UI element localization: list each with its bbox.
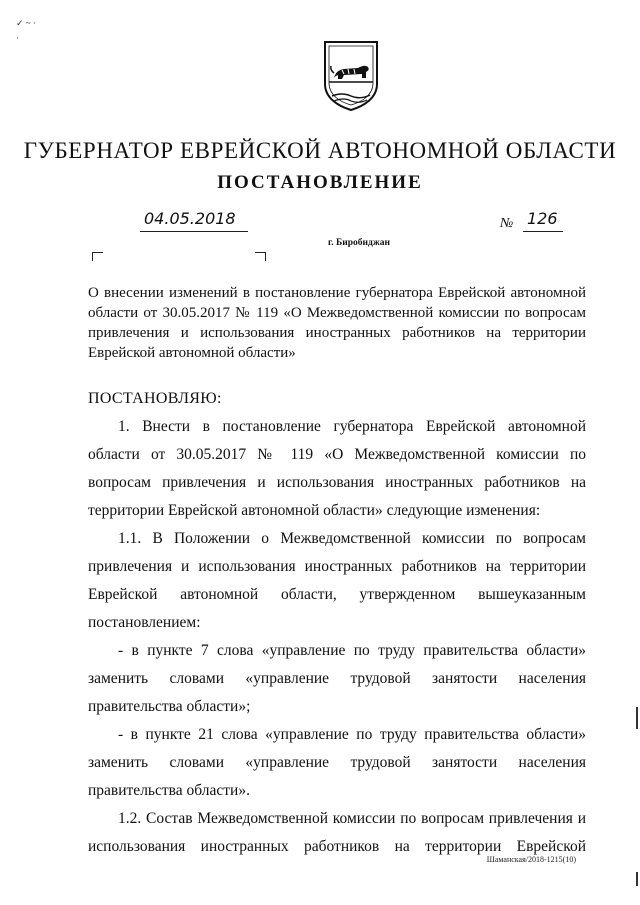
resolve-heading: ПОСТАНОВЛЯЮ: xyxy=(88,390,222,407)
governor-title: ГУБЕРНАТОР ЕВРЕЙСКОЙ АВТОНОМНОЙ ОБЛАСТИ xyxy=(23,138,617,163)
number-prefix: № xyxy=(500,216,514,231)
number-value: 126 xyxy=(527,209,558,228)
scan-artifact-mark: ✓ ~ · xyxy=(16,18,36,28)
paragraph-item-7: - в пункте 7 слова «управление по труду правительства области» заменить словами «управление трудовой занятости населения правительства области»; xyxy=(88,642,586,715)
tiger-icon xyxy=(331,66,369,79)
number-field xyxy=(523,211,563,232)
subject-bracket-right xyxy=(255,252,266,261)
paragraph-1-1: 1.1. В Положении о Межведомственной комиссии по вопросам привлечения и использования иностранных работников на территории Еврейской автономной области, утвержденном вышеуказанным постановлением: xyxy=(88,530,586,631)
paragraph-1: 1. Внести в постановление губернатора Еврейской автономной области от 30.05.2017 № 119 «О Межведомственной комиссии по вопросам привлечения и использования иностранных работников на территории Еврейской автономной области» следующие изменения: xyxy=(88,418,586,519)
city-label: г. Биробиджан xyxy=(328,238,390,248)
scan-margin-mark xyxy=(636,872,638,886)
paragraph-item-21: - в пункте 21 слова «управление по труду правительства области» заменить словами «управление трудовой занятости населения правительства области». xyxy=(88,726,586,799)
scan-artifact-dot: · xyxy=(16,33,19,43)
scan-margin-mark xyxy=(636,707,638,729)
document-subject: О внесении изменений в постановление губернатора Еврейской автономной области от 30.05.2017 № 119 «О Межведомственной комиссии по вопросам привлечения и использования иностранных работников на территории Еврейской автономной области» xyxy=(88,285,586,361)
coat-of-arms-emblem xyxy=(322,40,380,112)
date-field xyxy=(140,211,248,232)
footer-document-code: Шаманская/2018-1215(10) xyxy=(486,855,576,864)
document-body xyxy=(88,413,586,861)
document-type-title: ПОСТАНОВЛЕНИЕ xyxy=(217,172,423,193)
date-value: 04.05.2018 xyxy=(144,209,236,228)
subject-bracket-left xyxy=(92,252,103,261)
paragraph-1-2: 1.2. Состав Межведомственной комиссии по вопросам привлечения и использования иностранных работников на территории Еврейской xyxy=(88,810,586,855)
